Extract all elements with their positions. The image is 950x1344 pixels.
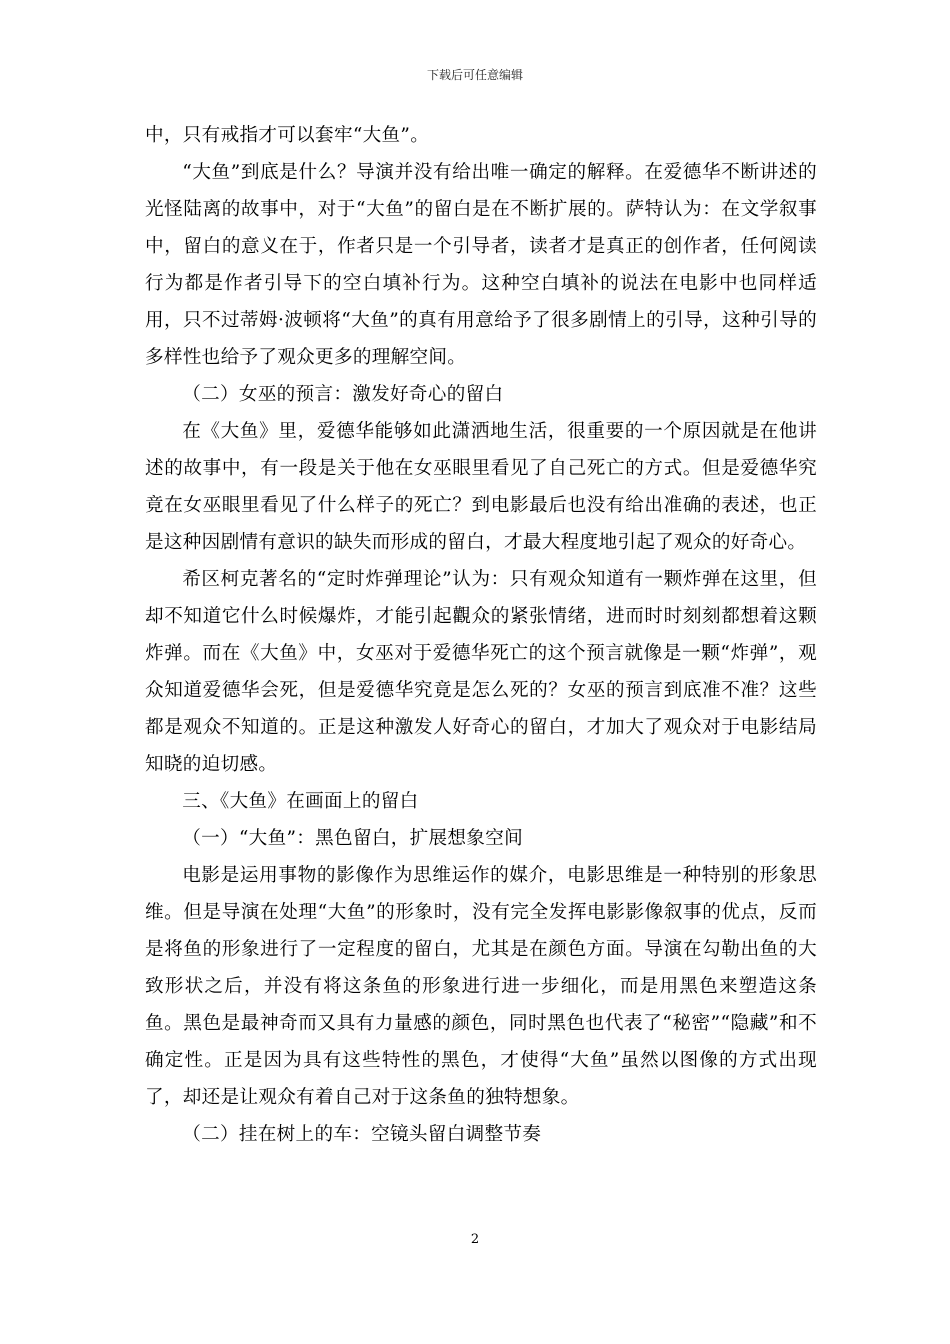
paragraph: 在《大鱼》里，爱德华能够如此潇洒地生活，很重要的一个原因就是在他讲述的故事中，有一段是关于他在女巫眼里看见了自己死亡的方式。但是爱德华究竟在女巫眼里看见了什么样子的死亡？到电影最后也没有给出准确的表述，也正是这种因剧情有意识的缺失而形成的留白，才最大程度地引起了观众的好奇心。: [145, 421, 817, 553]
paragraph: 希区柯克著名的“定时炸弹理论”认为：只有观众知道有一颗炸弹在这里，但却不知道它什么时候爆炸，才能引起觀众的紧张情绪，进而时时刻刻都想着这颗炸弹。而在《大鱼》中，女巫对于爱德华死亡的这个预言就像是一颗“炸弹”，观众知道爱德华会死，但是爱德华究竟是怎么死的？女巫的预言到底准不准？这些都是观众不知道的。正是这种激发人好奇心的留白，才加大了观众对于电影结局知晓的迫切感。: [145, 569, 817, 775]
section-heading: （二）挂在树上的车：空镜头留白调整节奏: [182, 1124, 542, 1145]
paragraph-continuation: 中，只有戒指才可以套牢“大鱼”。: [145, 125, 430, 146]
page-header: 下载后可任意编辑: [426, 68, 523, 82]
paragraph: 电影是运用事物的影像作为思维运作的媒介，电影思维是一种特别的形象思维。但是导演在处理“大鱼”的形象时，没有完全发挥电影影像叙事的优点，反而是将鱼的形象进行了一定程度的留白，尤其是在颜色方面。导演在勾勒出鱼的大致形状之后，并没有将这条鱼的形象进行进一步细化，而是用黑色来塑造这条鱼。黑色是最神奇而又具有力量感的颜色，同时黑色也代表了“秘密”“隐藏”和不确定性。正是因为具有这些特性的黑色，才使得“大鱼”虽然以图像的方式出现了，却还是让观众有着自己对于这条鱼的独特想象。: [145, 865, 817, 1108]
section-heading: （二）女巫的预言：激发好奇心的留白: [182, 384, 504, 405]
document-body: [145, 117, 817, 1153]
section-heading: （一）“大鱼”：黑色留白，扩展想象空间: [182, 828, 523, 849]
section-heading: 三、《大鱼》在画面上的留白: [182, 791, 419, 812]
page-number: 2: [470, 1232, 480, 1247]
paragraph: “大鱼”到底是什么？导演并没有给出唯一确定的解释。在爱德华不断讲述的光怪陆离的故事中，对于“大鱼”的留白是在不断扩展的。萨特认为：在文学叙事中，留白的意义在于，作者只是一个引导者，读者才是真正的创作者，任何阅读行为都是作者引导下的空白填补行为。这种空白填补的说法在电影中也同样适用，只不过蒂姆·波顿将“大鱼”的真有用意给予了很多剧情上的引导，这种引导的多样性也给予了观众更多的理解空间。: [145, 162, 817, 368]
